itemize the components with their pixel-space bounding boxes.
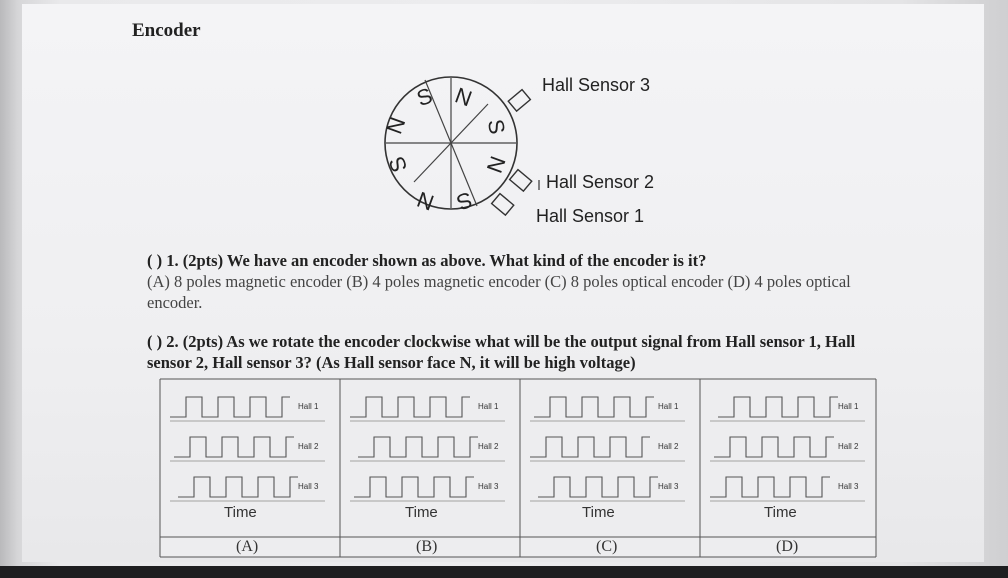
waveform-label: Hall 1 (298, 402, 319, 411)
rotor-pole-label: S (413, 82, 436, 112)
rotor-pole-label: S (383, 153, 413, 176)
question-1-options: (A) 8 poles magnetic encoder (B) 4 poles magnetic encoder (C) 8 poles optical encoder (D) 4 poles optical encoder. (147, 272, 851, 312)
choice-a[interactable]: (A) (236, 538, 259, 555)
time-axis-label: Time (582, 504, 615, 521)
waveform-label: Hall 3 (298, 482, 319, 491)
waveform-label: Hall 2 (838, 442, 859, 451)
waveform-label: Hall 2 (658, 442, 679, 451)
hall-sensor-3-label: Hall Sensor 3 (542, 75, 651, 95)
hall-sensor-2-label: Hall Sensor 2 (546, 172, 655, 192)
question-1-stem: ( ) 1. (2pts) We have an encoder shown as above. What kind of the encoder is it? (147, 251, 707, 270)
waveform-label: Hall 2 (298, 442, 319, 451)
question-2-stem: ( ) 2. (2pts) As we rotate the encoder clockwise what will be the output signal from Hall sensor 1, Hall sensor 2, Hall sensor 3? (As Hall sensor face N, it will be high voltage) (147, 332, 856, 372)
page-title: Encoder (132, 20, 201, 41)
waveform-label: Hall 1 (838, 402, 859, 411)
rotor-pole-label: N (481, 152, 511, 177)
time-axis-label: Time (224, 504, 257, 521)
hall-sensor-1-label: Hall Sensor 1 (536, 206, 645, 226)
rotor-pole-label: S (453, 186, 476, 216)
waveform-label: Hall 3 (478, 482, 499, 491)
choice-c[interactable]: (C) (596, 538, 618, 555)
rotor-pole-label: N (381, 113, 411, 138)
rotor-pole-label: N (451, 82, 476, 112)
choice-b[interactable]: (B) (416, 538, 438, 555)
waveform-label: Hall 3 (658, 482, 679, 491)
waveform-label: Hall 3 (838, 482, 859, 491)
time-axis-label: Time (764, 504, 797, 521)
rotor-pole-label: N (413, 186, 438, 216)
choice-d[interactable]: (D) (776, 538, 799, 555)
waveform-label: Hall 2 (478, 442, 499, 451)
time-axis-label: Time (405, 504, 438, 521)
waveform-label: Hall 1 (478, 402, 499, 411)
rotor-pole-label: S (482, 117, 510, 137)
waveform-label: Hall 1 (658, 402, 679, 411)
